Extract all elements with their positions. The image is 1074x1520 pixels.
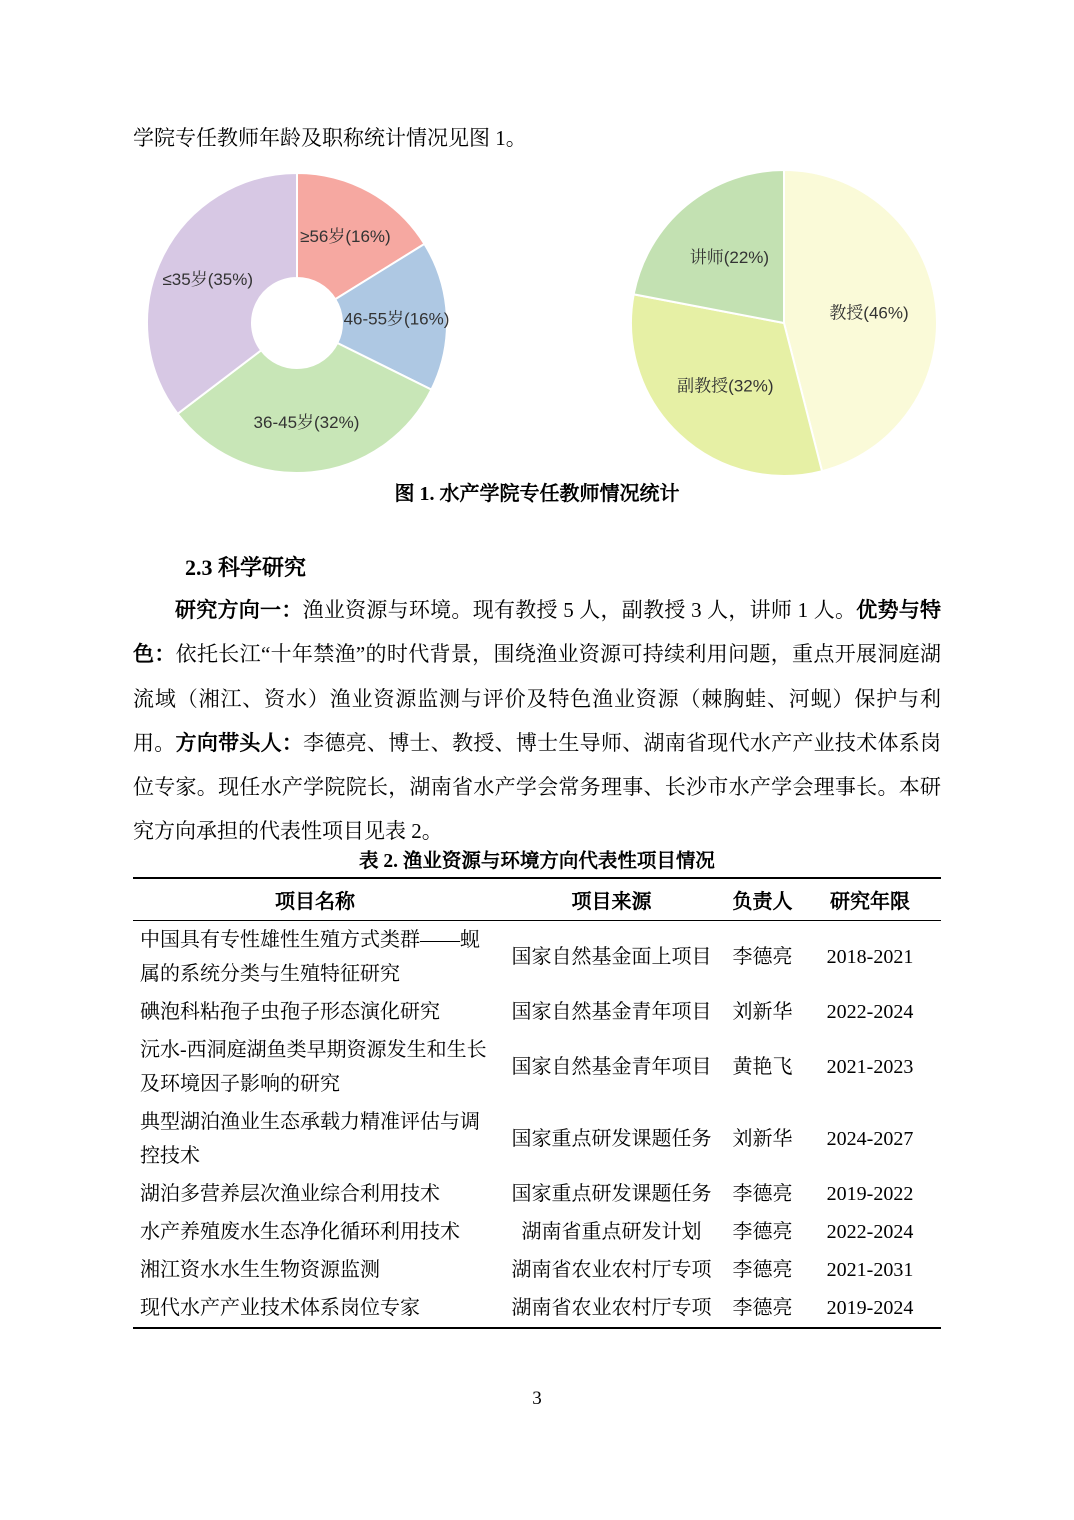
table-row	[133, 993, 941, 1031]
project-source-cell: 国家自然基金面上项目	[511, 946, 712, 968]
pie-slice-label-2: 36-45岁(32%)	[253, 413, 360, 433]
project-years-cell: 2022-2024	[826, 1221, 914, 1243]
title-distribution-pie-chart	[624, 167, 944, 479]
table-row	[133, 1213, 941, 1251]
project-name-cell: 现代水产产业技术体系岗位专家	[140, 1297, 420, 1319]
project-source-cell: 湖南省重点研发计划	[521, 1221, 702, 1243]
project-name-cell: 沅水-西洞庭湖鱼类早期资源发生和生长及环境因子影响的研究	[140, 1039, 487, 1095]
table-row	[133, 921, 941, 994]
figure-caption: 图 1. 水产学院专任教师情况统计	[394, 483, 680, 505]
col-header-project-leader: 负责人	[726, 878, 799, 921]
project-source-cell: 国家重点研发课题任务	[511, 1183, 712, 1205]
text-run: 渔业资源与环境。现有教授 5 人，副教授 3 人，讲师 1 人。	[302, 598, 857, 622]
pie-slice-label-0: ≥56岁(16%)	[300, 226, 391, 246]
table-row	[133, 1031, 941, 1103]
project-leader-cell: 李德亮	[732, 1183, 793, 1205]
project-name-cell: 碘泡科粘孢子虫孢子形态演化研究	[140, 1001, 440, 1023]
col-header-project-years: 研究年限	[799, 878, 941, 921]
project-name-cell: 湖泊多营养层次渔业综合利用技术	[140, 1183, 440, 1205]
project-leader-cell: 李德亮	[732, 1259, 793, 1281]
project-name-cell: 中国具有专性雄性生殖方式类群——蚬属的系统分类与生殖特征研究	[140, 929, 480, 985]
table-row	[133, 1251, 941, 1289]
table-header-row	[133, 878, 941, 921]
text-run: 李德亮、博士、教授、博士生导师、湖南省现代水产产业技术体系岗位专家。现任水产学院院长，湖南省水产学会常务理事、长沙市水产学会理事长。本研究方向承担的代表性项目见表 2。	[133, 730, 942, 844]
project-leader-cell: 李德亮	[732, 1221, 793, 1243]
bold-run: 优势与特色：	[133, 598, 942, 667]
table-row	[133, 1175, 941, 1213]
project-name-cell: 水产养殖废水生态净化循环利用技术	[140, 1221, 460, 1243]
project-source-cell: 国家重点研发课题任务	[511, 1128, 712, 1150]
project-years-cell: 2019-2022	[826, 1183, 914, 1205]
project-source-cell: 湖南省农业农村厅专项	[511, 1259, 712, 1281]
projects-table	[133, 877, 941, 1329]
bold-run: 研究方向一：	[175, 598, 303, 622]
table-row	[133, 1289, 941, 1328]
project-leader-cell: 黄艳飞	[732, 1056, 793, 1078]
pie-slice-label-1: 46-55岁(16%)	[343, 309, 450, 329]
page-number: 3	[532, 1388, 542, 1409]
table-title: 表 2. 渔业资源与环境方向代表性项目情况	[359, 851, 715, 872]
project-years-cell: 2024-2027	[826, 1128, 914, 1150]
project-source-cell: 湖南省农业农村厅专项	[511, 1297, 712, 1319]
col-header-project-source: 项目来源	[497, 878, 726, 921]
project-leader-cell: 李德亮	[732, 946, 793, 968]
col-header-project-name: 项目名称	[133, 878, 497, 921]
project-leader-cell: 李德亮	[732, 1297, 793, 1319]
age-distribution-donut-chart	[143, 170, 451, 476]
section-heading: 2.3 科学研究	[185, 555, 307, 580]
project-name-cell: 典型湖泊渔业生态承载力精准评估与调控技术	[140, 1111, 480, 1167]
project-leader-cell: 刘新华	[732, 1001, 793, 1023]
project-source-cell: 国家自然基金青年项目	[511, 1056, 712, 1078]
project-years-cell: 2021-2023	[826, 1056, 914, 1078]
pie-slice-label-2: 讲师(22%)	[689, 247, 770, 267]
bold-run: 方向带头人：	[175, 730, 304, 755]
project-name-cell: 湘江资水水生生物资源监测	[140, 1259, 380, 1281]
research-direction-paragraph	[133, 588, 941, 854]
table-row	[133, 1103, 941, 1175]
pie-slice-label-3: ≤35岁(35%)	[162, 269, 254, 289]
intro-paragraph: 学院专任教师年龄及职称统计情况见图 1。	[133, 126, 527, 150]
pie-slice-label-0: 教授(46%)	[829, 303, 909, 323]
pie-slice-label-1: 副教授(32%)	[677, 376, 774, 396]
project-years-cell: 2021-2031	[826, 1259, 914, 1281]
project-source-cell: 国家自然基金青年项目	[511, 1001, 712, 1023]
project-years-cell: 2018-2021	[826, 946, 914, 968]
project-years-cell: 2022-2024	[826, 1001, 914, 1023]
text-run: 依托长江“十年禁渔”的时代背景，围绕渔业资源可持续利用问题，重点开展洞庭湖流域（湘江、资水）渔业资源监测与评价及特色渔业资源（棘胸蛙、河蚬）保护与利用。	[133, 642, 942, 755]
project-leader-cell: 刘新华	[732, 1128, 793, 1150]
project-years-cell: 2019-2024	[826, 1297, 914, 1319]
